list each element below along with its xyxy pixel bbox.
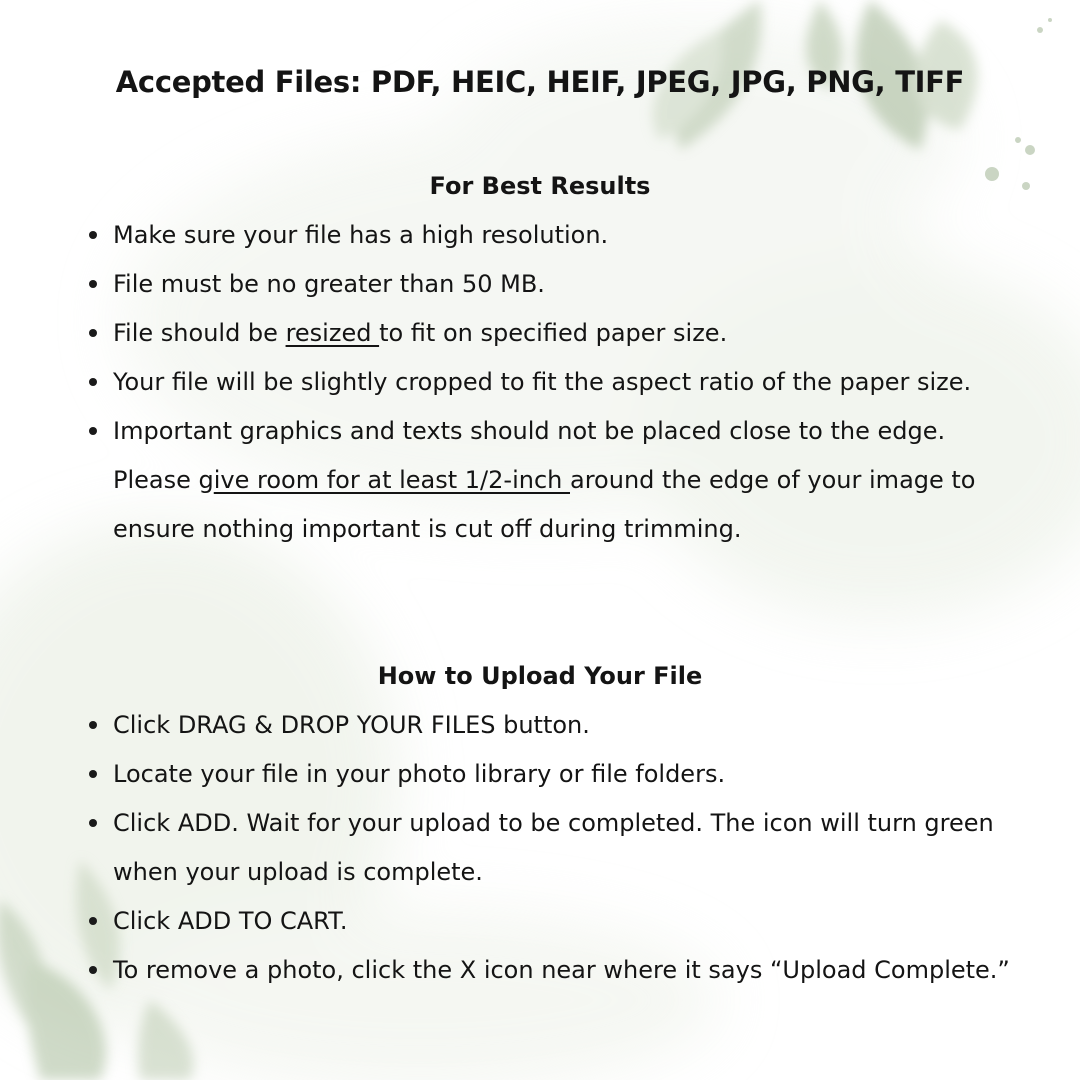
list-item: Your file will be slightly cropped to fit the aspect ratio of the paper size. bbox=[88, 358, 1018, 407]
margin-underline: ive room for at least 1/2-inch bbox=[213, 466, 570, 494]
list-item: Important graphics and texts should not be placed close to the edge. Please give room for at least 1/2-inch around the edge of your image to ensure nothing important is cut off during trimming. bbox=[88, 407, 1018, 554]
list-item: Make sure your file has a high resolution. bbox=[88, 211, 1018, 260]
list-item: File should be resized to fit on specified paper size. bbox=[88, 309, 1018, 358]
accepted-files-title: Accepted Files: PDF, HEIC, HEIF, JPEG, JPG, PNG, TIFF bbox=[115, 65, 965, 99]
resized-underline: resized bbox=[285, 319, 380, 347]
best-results-heading: For Best Results bbox=[429, 172, 651, 200]
list-item: Click DRAG & DROP YOUR FILES button. bbox=[88, 701, 1018, 750]
list-item: Locate your file in your photo library or file folders. bbox=[88, 750, 1018, 799]
upload-steps-list bbox=[88, 701, 1018, 995]
upload-heading: How to Upload Your File bbox=[377, 662, 703, 690]
list-item: File must be no greater than 50 MB. bbox=[88, 260, 1018, 309]
list-item: Click ADD. Wait for your upload to be completed. The icon will turn green when your upload is complete. bbox=[88, 799, 1018, 897]
list-item: Click ADD TO CART. bbox=[88, 897, 1018, 946]
list-item: To remove a photo, click the X icon near where it says “Upload Complete.” bbox=[88, 946, 1018, 995]
best-results-list bbox=[88, 211, 1018, 554]
